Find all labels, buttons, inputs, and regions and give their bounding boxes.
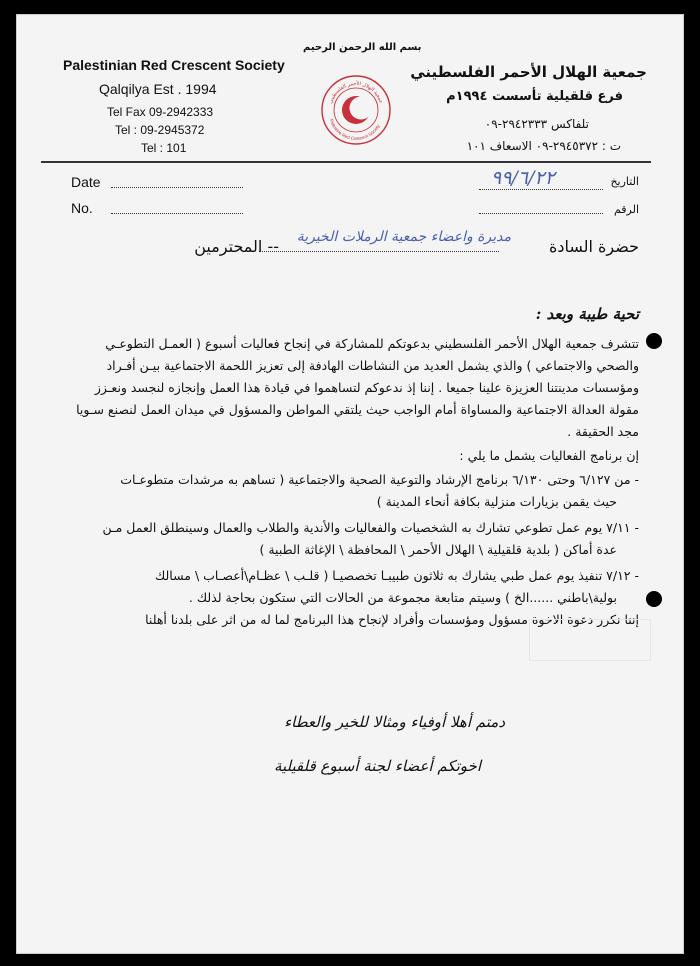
red-crescent-logo <box>319 73 393 147</box>
letter-page <box>16 14 684 954</box>
recipient-suffix: -- المحترمين <box>194 237 279 256</box>
program-intro: إن برنامج الفعاليات يشمل ما يلي : <box>459 448 639 463</box>
final-line: إننا نكرر دعوة الاخوة مسؤول ومؤسسات وأفراد لإنجاح هذا البرنامج لما له من اثر على بلدنا أهلنا <box>145 612 639 627</box>
no-line-en <box>111 213 243 214</box>
logo-text-en: Palestine Red Crescent Society <box>328 118 381 142</box>
date-label-ar: التاريخ <box>610 175 639 188</box>
closing-line-2: اخوتكم أعضاء لجنة أسبوع قلقيلية <box>273 757 481 775</box>
org-name-en: Palestinian Red Crescent Society <box>63 57 285 73</box>
red-crescent-icon <box>319 73 393 147</box>
tel-ar: ت : ٢٩٤٥٣٧٢-٠٩ الاسعاف ١٠١ <box>466 139 621 153</box>
date-line-ar <box>479 189 603 190</box>
item2-line: عدة أماكن ( بلدية قلقيلية \ الهلال الأحمر \ المحافظة \ الإغاثة الطبية ) <box>259 542 617 557</box>
para1-line: مقولة العدالة الاجتماعية والمساواة أمام الواجب حيث يلتقي المواطن والمسؤول في ميدان العمل لنصنع سـويا <box>76 402 639 417</box>
basmala: بسم الله الرحمن الرحيم <box>303 42 422 53</box>
branch-ar: فرع قلقيلية تأسست ١٩٩٤م <box>446 89 623 104</box>
header-divider <box>41 161 651 163</box>
date-value-handwritten: ٩٩/٦/٢٢ <box>491 167 555 189</box>
punch-hole-bottom <box>646 591 662 607</box>
tel-short-en: Tel : 101 <box>141 141 187 155</box>
faint-stamp <box>529 619 651 661</box>
para1-line: تتشرف جمعية الهلال الأحمر الفلسطيني بدعوتكم للمشاركة في إنجاح فعاليات أسبوع ( العمـل التطوعـي <box>105 336 639 351</box>
recipient-prefix: حضرة السادة <box>548 237 639 256</box>
item3-line: بولية\باطني ......الخ ) وسيتم متابعة مجموعة من الحالات التي ستكون بحاجة لذلك . <box>188 590 617 605</box>
para1-line: مجد الحقيقة . <box>567 424 639 439</box>
closing-line-1: دمتم أهلا أوفياء ومثالا للخير والعطاء <box>284 713 505 731</box>
recipient-line <box>259 251 499 252</box>
item1-line: حيث يقمن بزيارات منزلية بكافة أنحاء المدينة ) <box>376 494 617 509</box>
branch-en: Qalqilya Est . 1994 <box>99 81 217 97</box>
letter-greeting: تحية طيبة وبعد : <box>535 305 639 323</box>
para1-line: ومؤسسات مدينتنا العزيزة علينا جميعا . إننا إذ ندعوكم لتساهموا في قيادة هذا العمل وإنجازه لنجسد ونعـزز <box>94 380 639 395</box>
item3-line: - ٧/١٢ تنفيذ يوم عمل طبي يشارك به ثلاثون طبيبـا تخصصيـا ( قلـب \ عظـام\أعصـاب \ مسالك <box>154 568 639 583</box>
item2-line: - ٧/١١ يوم عمل تطوعي تشارك به الشخصيات والفعاليات والأندية والطلاب والعمال وسينطلق العمل مـن <box>102 520 639 535</box>
no-line-ar <box>479 213 603 214</box>
letter-body <box>69 333 639 631</box>
fax-ar: تلفاكس ٢٩٤٢٣٣٣-٠٩ <box>484 117 589 131</box>
tel-fax-en: Tel Fax 09-2942333 <box>107 105 214 119</box>
date-label-en: Date <box>71 174 101 190</box>
no-label-en: No. <box>71 200 93 216</box>
date-line-en <box>111 187 243 188</box>
para1-line: والصحي والاجتماعي ) والذي يشمل العديد من النشاطات الهادفة إلى تعزيز اللحمة الاجتماعية بيـن أفـراد <box>106 358 639 373</box>
org-name-ar: جمعية الهلال الأحمر الفلسطيني <box>410 63 647 81</box>
no-label-ar: الرقم <box>613 203 639 216</box>
punch-hole-top <box>646 333 662 349</box>
item1-line: - من ٦/١٢٧ وحتى ٦/١٣٠ برنامج الإرشاد والتوعية الصحية والاجتماعية ( تساهم به مرشدات متطوعـات <box>120 472 639 487</box>
logo-text-ar: جمعية الهلال الأحمر الفلسطيني <box>327 80 384 105</box>
tel-en: Tel : 09-2945372 <box>115 123 205 137</box>
recipient-handwritten: مديرة واعضاء جمعية الرملات الخيرية <box>296 229 511 245</box>
